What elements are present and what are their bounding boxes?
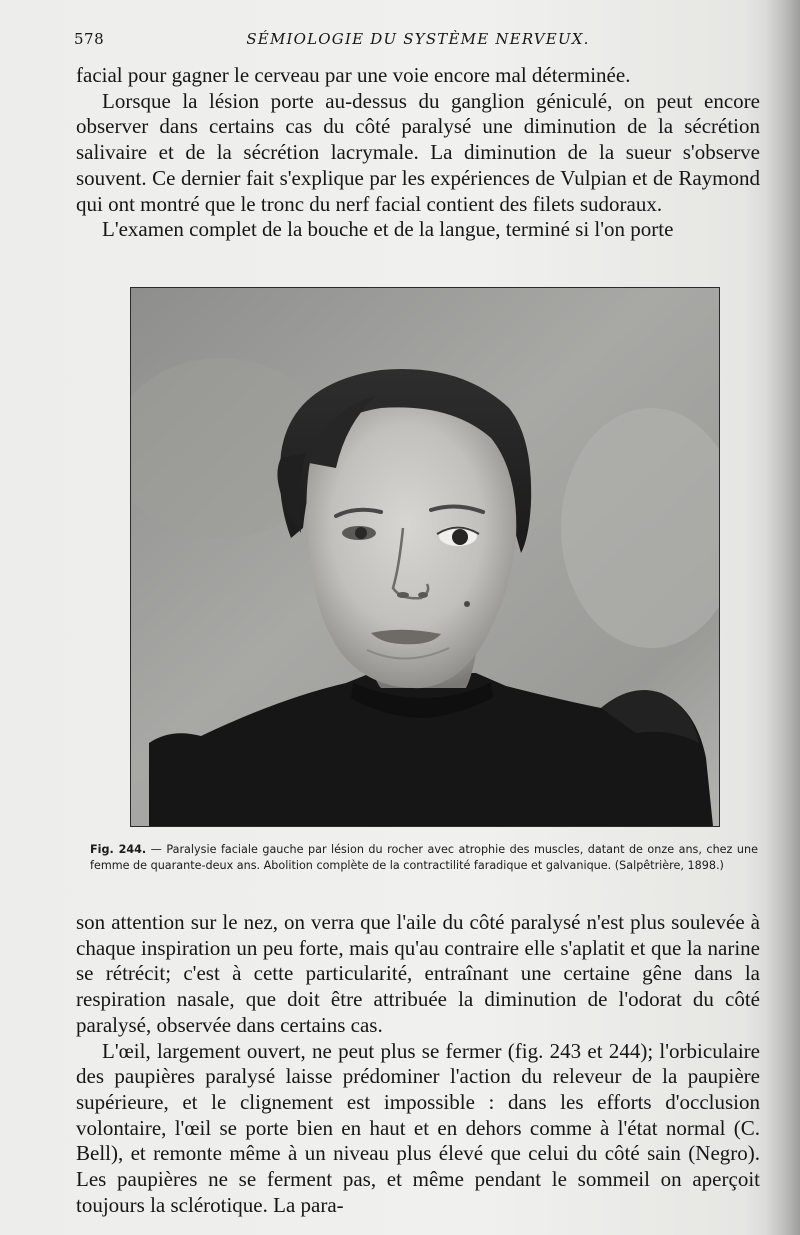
figure-label: Fig. 244. [90, 843, 147, 856]
page-number: 578 [74, 30, 105, 48]
body-text-top [76, 63, 760, 243]
running-head: SÉMIOLOGIE DU SYSTÈME NERVEUX. [246, 30, 590, 48]
paragraph: L'examen complet de la bouche et de la langue, terminé si l'on porte [102, 217, 674, 242]
figure-caption-text: — Paralysie faciale gauche par lésion du rocher avec atrophie des muscles, datant de onze ans, chez une femme de quarante-deux ans. Abolition complète de la contractilité faradique et galvanique. (Salpêtrière, 1898.) [90, 843, 758, 872]
paragraph: Lorsque la lésion porte au-dessus du ganglion géniculé, on peut encore observer dans certains cas du côté paralysé une diminution de la sécrétion salivaire et de la sécrétion lacrymale. La diminution de la sueur s'observe souvent. Ce dernier fait s'explique par les expériences de Vulpian et de Raymond qui ont montré que le tronc du nerf facial contient des filets sudoraux. [76, 88, 760, 216]
portrait-photograph [131, 288, 719, 826]
photo-plate [130, 287, 720, 827]
body-text-bottom [76, 910, 760, 1218]
page-spine-shadow [766, 0, 800, 1235]
figure-244 [130, 287, 720, 827]
paragraph: facial pour gagner le cerveau par une voie encore mal déterminée. [76, 63, 631, 87]
page-header [74, 30, 762, 54]
figure-caption [90, 842, 758, 873]
paragraph: son attention sur le nez, on verra que l'aile du côté paralysé n'est plus soulevée à chaque inspiration un peu forte, mais qu'au contraire elle s'aplatit et que la narine se rétrécit; c'est à cette particularité, entraînant une certaine gêne dans la respiration nasale, que doit être attribuée la diminution de l'odorat du côté paralysé, observée dans certains cas. [76, 910, 760, 1037]
paragraph: L'œil, largement ouvert, ne peut plus se fermer (fig. 243 et 244); l'orbiculaire des paupières paralysé laisse prédominer l'action du releveur de la paupière supérieure, et le clignement est impossible : dans les efforts d'occlusion volontaire, l'œil se porte bien en haut et en dehors comme à l'état normal (C. Bell), et remonte même à un niveau plus élevé que celui du côté sain (Negro). Les paupières ne se ferment pas, et même pendant le sommeil on aperçoit toujours la sclérotique. La para- [76, 1038, 760, 1217]
